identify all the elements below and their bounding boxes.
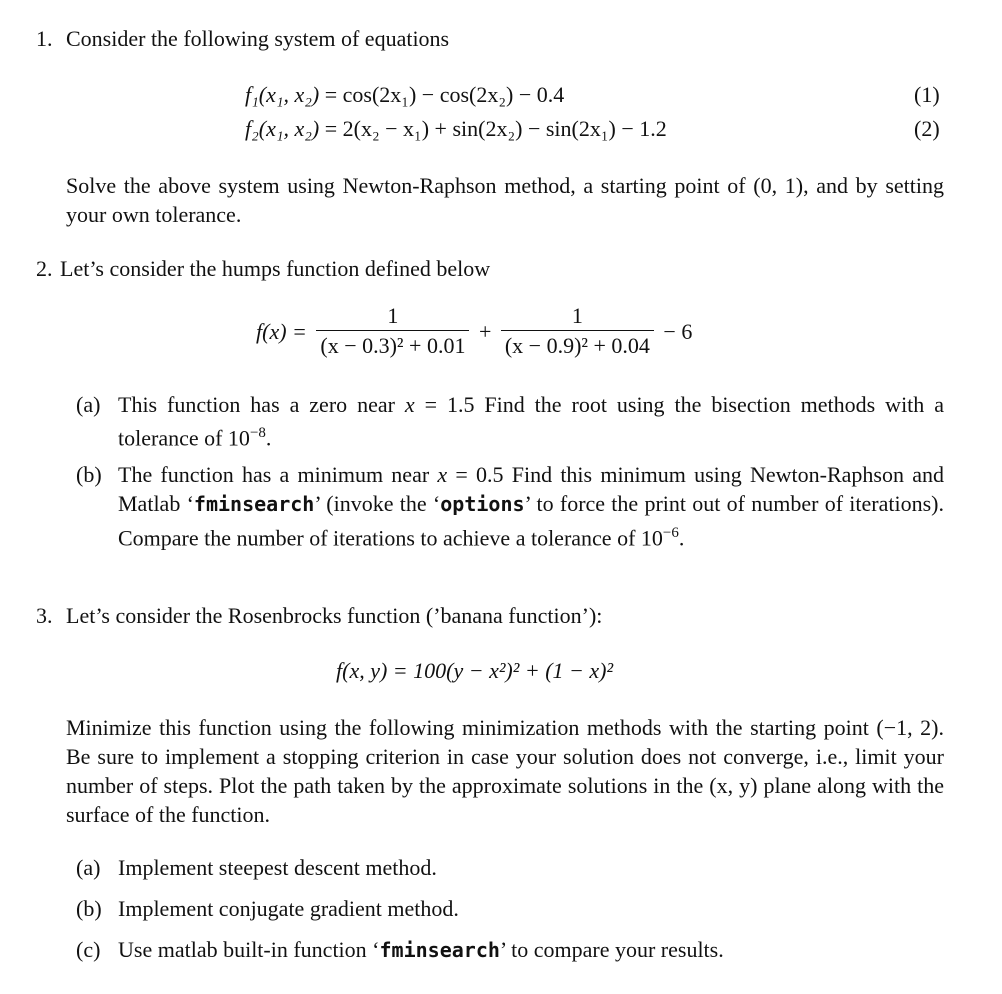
question-3a-label: (a) [76,855,101,880]
question-1-number: 1. [36,26,53,51]
q2b-math-x: x [437,462,448,487]
humps-fraction-1-denominator: (x − 0.3)² + 0.01 [316,330,469,361]
equation-2-lhs: f₂(x₁, x₂) [245,116,320,141]
question-3c-text [118,935,724,965]
q2b-text-part-5: . [678,525,685,551]
question-2b-text [118,460,944,552]
question-1-intro: Consider the following system of equations [66,26,450,51]
equation-1 [245,80,564,109]
question-2-intro: Let’s consider the humps function defined below [60,256,491,281]
q2b-text-part-1: The function has a minimum near [118,462,438,487]
equation-2-rhs: = 2(x₂ − x₁) + sin(2x₂) − sin(2x₁) − 1.2 [324,116,667,141]
q2b-text-part-2: = 0.5 Find this minimum using Newton-Raphson and Matlab ‘ [118,462,944,516]
q2a-math-x: x [404,392,415,417]
equation-1-tag: (1) [914,82,940,107]
humps-fraction-2-numerator: 1 [571,303,583,328]
equation-2 [245,114,667,143]
question-3b-text: Implement conjugate gradient method. [118,896,459,921]
q2a-text-part-1: This function has a zero near [118,392,405,417]
question-3b-label: (b) [76,896,102,921]
equation-2-tag: (2) [914,116,940,141]
q3c-text-part-2: ’ to compare your results. [499,937,724,962]
question-2a-label: (a) [76,392,101,417]
humps-fraction-2-denominator: (x − 0.9)² + 0.04 [501,330,654,361]
question-3c-label: (c) [76,937,101,962]
question-2-number: 2. [36,256,53,281]
question-2b-label: (b) [76,462,102,487]
q2b-code-fminsearch: fminsearch [193,492,315,516]
question-1-body: Solve the above system using Newton-Raphson method, a starting point of (0, 1), and by setting your own tolerance. [66,173,944,227]
q2a-text-part-3: . [265,425,272,451]
humps-fraction-2 [501,302,654,361]
humps-tail: − 6 [663,319,693,344]
question-2a-text [118,390,944,452]
q3c-text-part-1: Use matlab built-in function ‘ [118,937,380,962]
humps-fraction-1 [316,302,469,361]
question-3-intro: Let’s consider the Rosenbrocks function (’banana function’): [66,603,603,628]
question-3-number: 3. [36,603,53,628]
question-3-body: Minimize this function using the following minimization methods with the starting point (−1, 2). Be sure to implement a stopping criterion in case your solution does not converge, i.e., limit your number of steps. Plot the path taken by the approximate solutions in the (x, y) plane along with the surface of the function. [66,715,944,827]
q2b-code-options: options [440,492,525,516]
question-3a-text: Implement steepest descent method. [118,855,437,880]
q2a-text-part-2: = 1.5 Find the root using the bisection methods with a tolerance of 10 [118,392,944,451]
humps-fraction-1-numerator: 1 [387,303,399,328]
equation-1-rhs: = cos(2x₁) − cos(2x₂) − 0.4 [324,82,565,107]
q2b-text-part-3: ’ (invoke the ‘ [314,491,441,516]
q2a-exponent: −8 [249,425,266,441]
rosenbrock-equation: f(x, y) = 100(y − x²)² + (1 − x)² [336,658,614,683]
humps-equation [256,302,692,361]
humps-plus: + [478,319,492,344]
equation-1-lhs: f₁(x₁, x₂) [245,82,320,107]
humps-lhs: f(x) = [256,319,307,344]
q2b-exponent: −6 [662,525,679,541]
q3c-code-fminsearch: fminsearch [379,938,500,962]
q2b-text-part-4: ’ to force the print out of number of iterations). Compare the number of iterations to achieve a tolerance of 10 [118,491,944,551]
